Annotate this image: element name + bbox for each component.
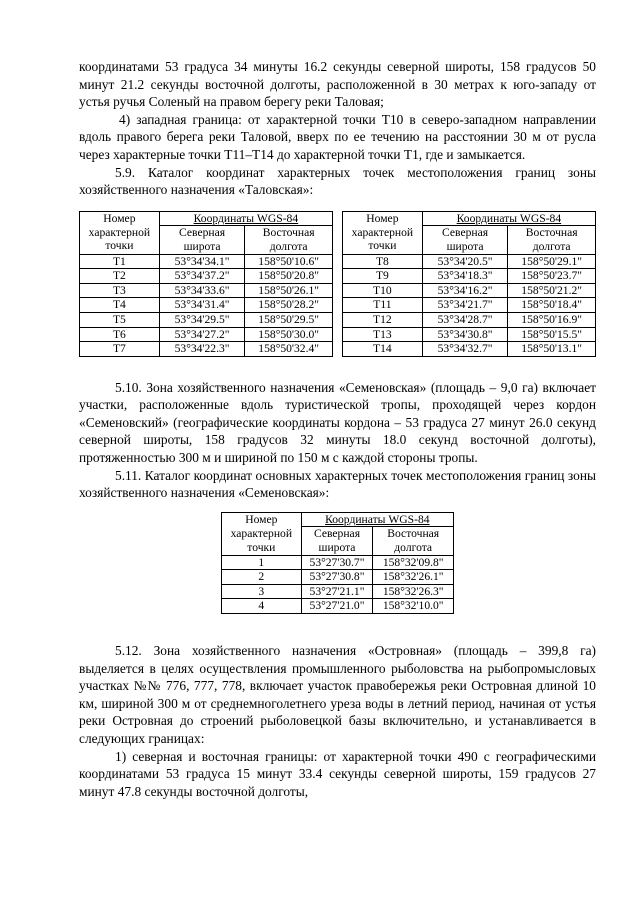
talovskaya-tables: [79, 211, 596, 357]
table-row: Т12 53°34'28.7" 158°50'16.9": [343, 312, 596, 327]
paragraph-catalog-semenovskaya: 5.11. Каталог координат основных характерных точек местоположения границ зоны хозяйственного назначения «Семеновская»:: [79, 467, 596, 501]
header-lon: Восточная долгота: [508, 226, 596, 254]
header-lat: Северная широта: [159, 226, 245, 254]
talovskaya-table-right: [342, 211, 596, 357]
semenovskaya-table: [221, 512, 454, 614]
table-row: Т11 53°34'21.7" 158°50'18.4": [343, 298, 596, 313]
table-row: Т7 53°34'22.3" 158°50'32.4": [80, 342, 333, 357]
header-lon: Восточная долгота: [373, 527, 454, 555]
table-row: 4 53°27'21.0" 158°32'10.0": [222, 599, 454, 614]
table-row: Т4 53°34'31.4" 158°50'28.2": [80, 298, 333, 313]
header-coords: Координаты WGS-84: [301, 512, 453, 527]
table-row: Т3 53°34'33.6" 158°50'26.1": [80, 283, 333, 298]
header-point: Номер характерной точки: [80, 211, 160, 254]
table-row: Т13 53°34'30.8" 158°50'15.5": [343, 327, 596, 342]
document-page: [79, 58, 596, 800]
table-row: Т1 53°34'34.1" 158°50'10.6": [80, 254, 333, 269]
header-lat: Северная широта: [301, 527, 373, 555]
table-row: 1 53°27'30.7" 158°32'09.8": [222, 555, 454, 570]
table-row: Т5 53°34'29.5" 158°50'29.5": [80, 312, 333, 327]
table-row: Т8 53°34'20.5" 158°50'29.1": [343, 254, 596, 269]
paragraph-semenovskaya-zone: 5.10. Зона хозяйственного назначения «Семеновская» (площадь – 9,0 га) включает участки, расположенные вдоль туристической тропы, проходящей через кордон «Семеновский» (географические координаты кордона – 53 градуса 27 минут 26.0 секунд северной широты, 158 градусов 32 минуты 18.0 секунд восточной долготы), протяженностью 300 м и шириной по 150 м с каждой стороны тропы.: [79, 379, 596, 466]
table-row: Т10 53°34'16.2" 158°50'21.2": [343, 283, 596, 298]
talovskaya-table-left: [79, 211, 333, 357]
header-coords: Координаты WGS-84: [422, 211, 595, 226]
paragraph-talovaya-coords: координатами 53 градуса 34 минуты 16.2 секунды северной широты, 158 градусов 50 минут 21.2 секунды восточной долготы, расположенной в 30 метрах к юго-западу от устья ручья Соленый на правом берегу реки Таловая;: [79, 59, 596, 110]
header-coords: Координаты WGS-84: [159, 211, 332, 226]
paragraph-catalog-talovskaya: 5.9. Каталог координат характерных точек местоположения границ зоны хозяйственного назначения «Таловская»:: [79, 164, 596, 198]
table-row: 3 53°27'21.1" 158°32'26.3": [222, 584, 454, 599]
header-lat: Северная широта: [422, 226, 508, 254]
table-row: Т14 53°34'32.7" 158°50'13.1": [343, 342, 596, 357]
paragraph-north-east-boundary: 1) северная и восточная границы: от характерной точки 490 с географическими координатами 53 градуса 15 минут 33.4 секунды северной широты, 159 градусов 27 минут 47.8 секунды восточной долготы,: [79, 748, 596, 799]
table-row: Т9 53°34'18.3" 158°50'23.7": [343, 269, 596, 284]
table-row: 2 53°27'30.8" 158°32'26.1": [222, 570, 454, 585]
paragraph-west-boundary: 4) западная граница: от характерной точки Т10 в северо-западном направлении вдоль правого берега реки Таловой, вверх по ее течению на расстоянии 30 м от русла через характерные точки Т11–Т14 до характерной точки Т1, где и замыкается.: [79, 111, 596, 162]
table-row: Т2 53°34'37.2" 158°50'20.8": [80, 269, 333, 284]
header-point: Номер характерной точки: [343, 211, 423, 254]
header-lon: Восточная долгота: [245, 226, 333, 254]
table-row: Т6 53°34'27.2" 158°50'30.0": [80, 327, 333, 342]
paragraph-ostrovnaya-zone: 5.12. Зона хозяйственного назначения «Островная» (площадь – 399,8 га) выделяется в целях осуществления промышленного рыболовства на рыбопромысловых участках №№ 776, 777, 778, включает участок правобережья реки Островная длиной 10 км, шириной 300 м от среднемноголетнего уреза воды в летний период, начиная от устья реки Островная до строений рыболовецкой базы включительно, и устанавливается в следующих границах:: [79, 643, 596, 746]
header-point: Номер характерной точки: [222, 512, 302, 555]
